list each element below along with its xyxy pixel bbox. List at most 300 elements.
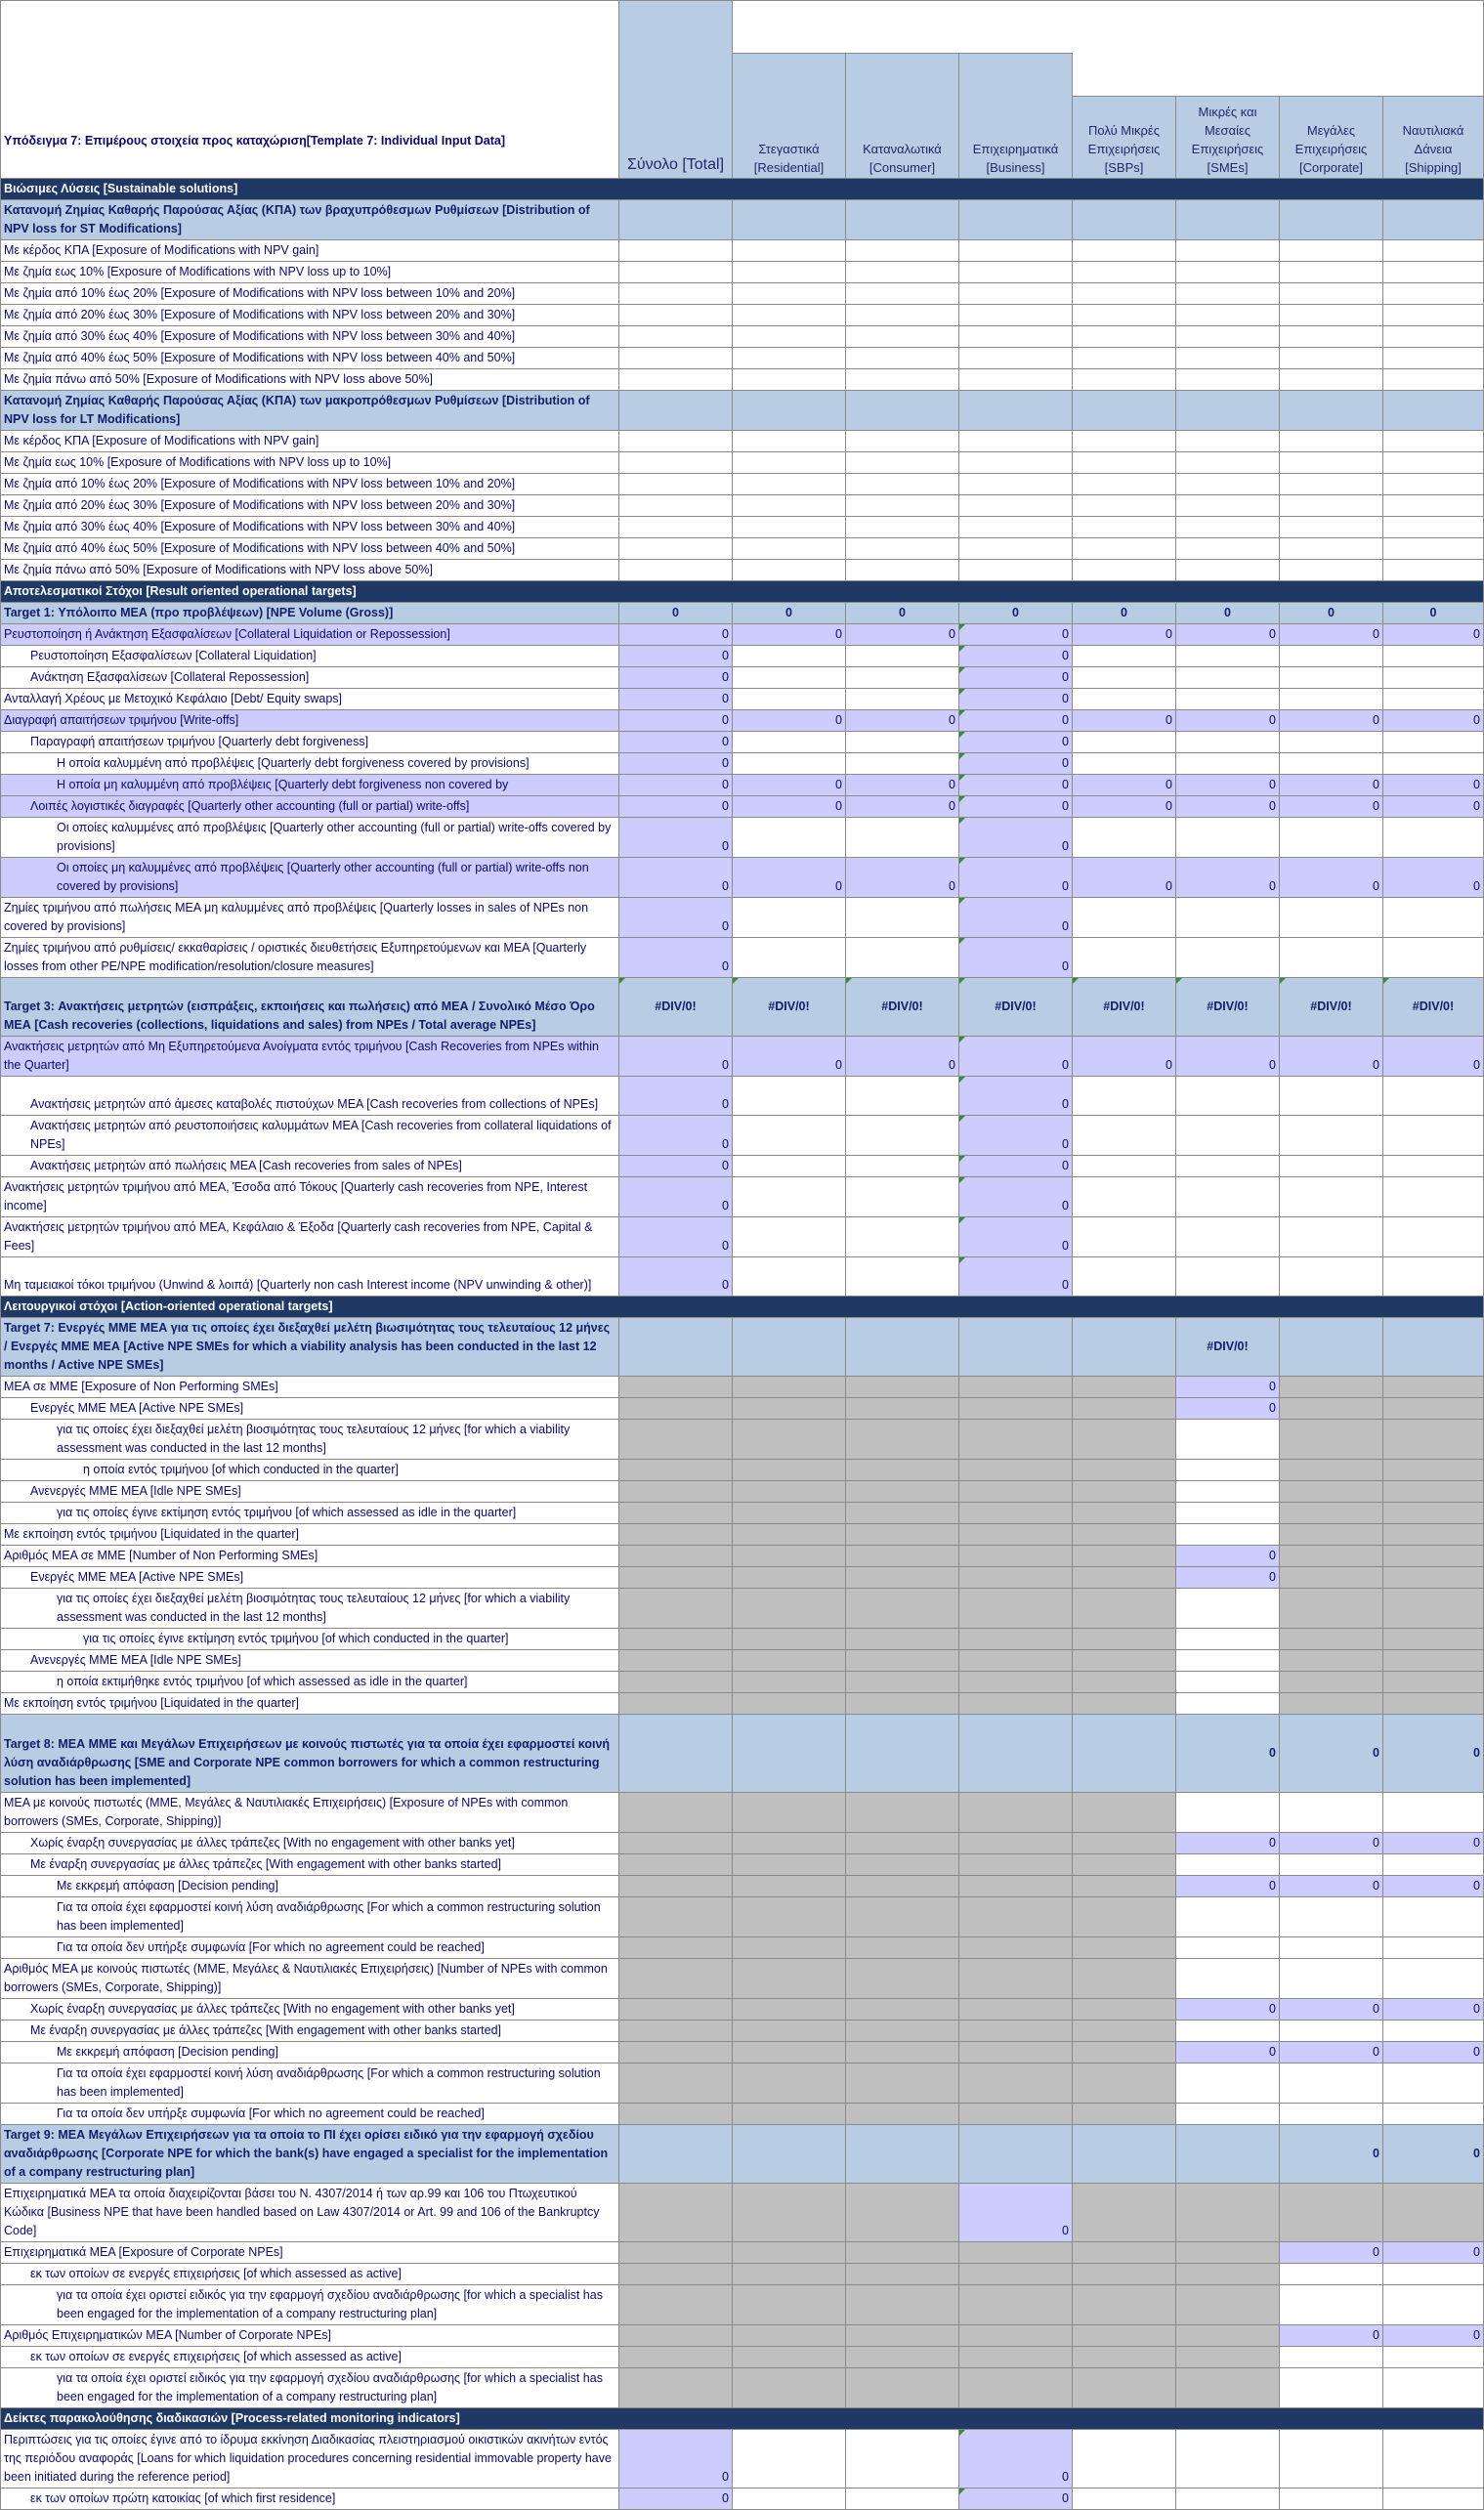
value-cell[interactable]: 0 bbox=[959, 1177, 1073, 1217]
input-cell[interactable] bbox=[1280, 1257, 1383, 1297]
value-cell[interactable]: 0 bbox=[1073, 710, 1176, 732]
input-cell[interactable] bbox=[959, 200, 1073, 240]
input-cell[interactable] bbox=[1073, 2430, 1176, 2489]
input-cell[interactable] bbox=[1176, 689, 1280, 710]
input-cell[interactable] bbox=[959, 391, 1073, 431]
input-cell[interactable] bbox=[1176, 431, 1280, 452]
value-cell[interactable]: 0 bbox=[959, 1156, 1073, 1177]
input-cell[interactable] bbox=[846, 667, 959, 689]
input-cell[interactable] bbox=[1280, 391, 1383, 431]
value-cell[interactable]: 0 bbox=[959, 858, 1073, 898]
input-cell[interactable] bbox=[1383, 1177, 1484, 1217]
input-cell[interactable] bbox=[1383, 2368, 1484, 2408]
input-cell[interactable] bbox=[1176, 1793, 1280, 1833]
input-cell[interactable] bbox=[1176, 1693, 1280, 1715]
input-cell[interactable] bbox=[1073, 1217, 1176, 1257]
input-cell[interactable] bbox=[1073, 560, 1176, 581]
input-cell[interactable] bbox=[1176, 732, 1280, 753]
value-cell[interactable]: 0 bbox=[846, 710, 959, 732]
input-cell[interactable] bbox=[846, 689, 959, 710]
input-cell[interactable] bbox=[619, 348, 733, 369]
value-cell[interactable]: 0 bbox=[619, 1217, 733, 1257]
input-cell[interactable] bbox=[1280, 689, 1383, 710]
input-cell[interactable] bbox=[1383, 200, 1484, 240]
input-cell[interactable] bbox=[1280, 753, 1383, 775]
input-cell[interactable] bbox=[1073, 326, 1176, 348]
value-cell[interactable]: 0 bbox=[959, 1077, 1073, 1116]
input-cell[interactable] bbox=[846, 431, 959, 452]
input-cell[interactable] bbox=[959, 431, 1073, 452]
input-cell[interactable] bbox=[1176, 560, 1280, 581]
input-cell[interactable] bbox=[1073, 818, 1176, 858]
input-cell[interactable] bbox=[733, 452, 846, 474]
input-cell[interactable] bbox=[959, 348, 1073, 369]
input-cell[interactable] bbox=[1073, 667, 1176, 689]
value-cell[interactable]: 0 bbox=[1280, 2325, 1383, 2347]
input-cell[interactable] bbox=[1383, 689, 1484, 710]
input-cell[interactable] bbox=[733, 818, 846, 858]
value-cell[interactable]: 0 bbox=[619, 858, 733, 898]
input-cell[interactable] bbox=[1280, 938, 1383, 978]
input-cell[interactable] bbox=[1176, 240, 1280, 262]
input-cell[interactable] bbox=[846, 2489, 959, 2510]
input-cell[interactable] bbox=[619, 431, 733, 452]
value-cell[interactable]: 0 bbox=[959, 796, 1073, 818]
value-cell[interactable]: 0 bbox=[1280, 796, 1383, 818]
value-cell[interactable]: 0 bbox=[733, 796, 846, 818]
input-cell[interactable] bbox=[846, 283, 959, 305]
input-cell[interactable] bbox=[959, 326, 1073, 348]
input-cell[interactable] bbox=[733, 1116, 846, 1156]
value-cell[interactable]: 0 bbox=[619, 1037, 733, 1077]
value-cell[interactable]: 0 bbox=[733, 624, 846, 646]
value-cell[interactable]: 0 bbox=[959, 775, 1073, 796]
value-cell[interactable]: 0 bbox=[619, 1257, 733, 1297]
input-cell[interactable] bbox=[1176, 1217, 1280, 1257]
input-cell[interactable] bbox=[1073, 1116, 1176, 1156]
input-cell[interactable] bbox=[1176, 1524, 1280, 1546]
value-cell[interactable]: 0 bbox=[846, 858, 959, 898]
value-cell[interactable]: 0 bbox=[1176, 1876, 1280, 1897]
input-cell[interactable] bbox=[1176, 262, 1280, 283]
value-cell[interactable]: 0 bbox=[1383, 796, 1484, 818]
input-cell[interactable] bbox=[1176, 1481, 1280, 1503]
input-cell[interactable] bbox=[1280, 1959, 1383, 1999]
input-cell[interactable] bbox=[846, 1217, 959, 1257]
input-cell[interactable] bbox=[846, 1156, 959, 1177]
value-cell[interactable]: 0 bbox=[1280, 1833, 1383, 1854]
input-cell[interactable] bbox=[1280, 431, 1383, 452]
input-cell[interactable] bbox=[1280, 1854, 1383, 1876]
input-cell[interactable] bbox=[959, 452, 1073, 474]
input-cell[interactable] bbox=[846, 200, 959, 240]
value-cell[interactable]: 0 bbox=[959, 1037, 1073, 1077]
value-cell[interactable]: 0 bbox=[959, 646, 1073, 667]
input-cell[interactable] bbox=[1176, 391, 1280, 431]
input-cell[interactable] bbox=[1073, 2489, 1176, 2510]
input-cell[interactable] bbox=[1280, 560, 1383, 581]
input-cell[interactable] bbox=[1176, 818, 1280, 858]
input-cell[interactable] bbox=[619, 560, 733, 581]
input-cell[interactable] bbox=[1176, 474, 1280, 495]
input-cell[interactable] bbox=[1176, 1650, 1280, 1672]
input-cell[interactable] bbox=[1176, 1959, 1280, 1999]
value-cell[interactable]: 0 bbox=[1383, 1833, 1484, 1854]
input-cell[interactable] bbox=[1073, 938, 1176, 978]
value-cell[interactable]: 0 bbox=[846, 775, 959, 796]
input-cell[interactable] bbox=[1280, 1217, 1383, 1257]
value-cell[interactable]: 0 bbox=[1383, 1876, 1484, 1897]
input-cell[interactable] bbox=[1073, 732, 1176, 753]
value-cell[interactable]: 0 bbox=[619, 938, 733, 978]
input-cell[interactable] bbox=[1073, 348, 1176, 369]
input-cell[interactable] bbox=[1383, 369, 1484, 391]
input-cell[interactable] bbox=[619, 369, 733, 391]
input-cell[interactable] bbox=[1280, 283, 1383, 305]
value-cell[interactable]: 0 bbox=[619, 775, 733, 796]
input-cell[interactable] bbox=[1383, 431, 1484, 452]
input-cell[interactable] bbox=[1383, 1156, 1484, 1177]
input-cell[interactable] bbox=[1383, 818, 1484, 858]
input-cell[interactable] bbox=[1280, 898, 1383, 938]
input-cell[interactable] bbox=[619, 283, 733, 305]
input-cell[interactable] bbox=[1280, 474, 1383, 495]
input-cell[interactable] bbox=[1176, 1177, 1280, 1217]
input-cell[interactable] bbox=[1176, 1854, 1280, 1876]
value-cell[interactable]: 0 bbox=[619, 1177, 733, 1217]
input-cell[interactable] bbox=[1176, 369, 1280, 391]
input-cell[interactable] bbox=[1073, 1257, 1176, 1297]
value-cell[interactable]: 0 bbox=[1280, 2242, 1383, 2264]
value-cell[interactable]: 0 bbox=[733, 1037, 846, 1077]
input-cell[interactable] bbox=[1383, 732, 1484, 753]
input-cell[interactable] bbox=[959, 517, 1073, 538]
input-cell[interactable] bbox=[619, 474, 733, 495]
input-cell[interactable] bbox=[1383, 326, 1484, 348]
input-cell[interactable] bbox=[1383, 2264, 1484, 2285]
input-cell[interactable] bbox=[1280, 1116, 1383, 1156]
input-cell[interactable] bbox=[1383, 495, 1484, 517]
value-cell[interactable]: 0 bbox=[959, 710, 1073, 732]
input-cell[interactable] bbox=[1176, 538, 1280, 560]
input-cell[interactable] bbox=[1383, 1257, 1484, 1297]
input-cell[interactable] bbox=[1176, 1629, 1280, 1650]
input-cell[interactable] bbox=[1073, 391, 1176, 431]
input-cell[interactable] bbox=[1280, 2347, 1383, 2368]
input-cell[interactable] bbox=[1280, 2430, 1383, 2489]
input-cell[interactable] bbox=[1383, 538, 1484, 560]
value-cell[interactable]: 0 bbox=[959, 689, 1073, 710]
value-cell[interactable]: 0 bbox=[1176, 1037, 1280, 1077]
input-cell[interactable] bbox=[733, 938, 846, 978]
input-cell[interactable] bbox=[846, 898, 959, 938]
input-cell[interactable] bbox=[619, 538, 733, 560]
input-cell[interactable] bbox=[1176, 2430, 1280, 2489]
input-cell[interactable] bbox=[846, 1077, 959, 1116]
input-cell[interactable] bbox=[1176, 898, 1280, 938]
input-cell[interactable] bbox=[1280, 2489, 1383, 2510]
value-cell[interactable]: 0 bbox=[1073, 775, 1176, 796]
input-cell[interactable] bbox=[733, 646, 846, 667]
input-cell[interactable] bbox=[1383, 517, 1484, 538]
input-cell[interactable] bbox=[619, 391, 733, 431]
value-cell[interactable]: 0 bbox=[1383, 2242, 1484, 2264]
input-cell[interactable] bbox=[1073, 646, 1176, 667]
input-cell[interactable] bbox=[1073, 240, 1176, 262]
value-cell[interactable]: 0 bbox=[846, 1037, 959, 1077]
input-cell[interactable] bbox=[1280, 1937, 1383, 1959]
value-cell[interactable]: 0 bbox=[1176, 2042, 1280, 2063]
input-cell[interactable] bbox=[1383, 1217, 1484, 1257]
input-cell[interactable] bbox=[846, 240, 959, 262]
input-cell[interactable] bbox=[1280, 667, 1383, 689]
input-cell[interactable] bbox=[1176, 1503, 1280, 1524]
value-cell[interactable]: 0 bbox=[1383, 775, 1484, 796]
input-cell[interactable] bbox=[1073, 898, 1176, 938]
input-cell[interactable] bbox=[1280, 369, 1383, 391]
input-cell[interactable] bbox=[1176, 1420, 1280, 1460]
input-cell[interactable] bbox=[846, 646, 959, 667]
input-cell[interactable] bbox=[959, 240, 1073, 262]
input-cell[interactable] bbox=[1280, 732, 1383, 753]
value-cell[interactable]: 0 bbox=[733, 710, 846, 732]
value-cell[interactable]: 0 bbox=[1176, 1833, 1280, 1854]
value-cell[interactable]: 0 bbox=[619, 2489, 733, 2510]
input-cell[interactable] bbox=[1280, 1897, 1383, 1937]
input-cell[interactable] bbox=[959, 305, 1073, 326]
input-cell[interactable] bbox=[959, 283, 1073, 305]
input-cell[interactable] bbox=[1383, 2104, 1484, 2125]
value-cell[interactable]: 0 bbox=[959, 2430, 1073, 2489]
input-cell[interactable] bbox=[1383, 474, 1484, 495]
input-cell[interactable] bbox=[1383, 2063, 1484, 2104]
input-cell[interactable] bbox=[1383, 283, 1484, 305]
input-cell[interactable] bbox=[1176, 1156, 1280, 1177]
value-cell[interactable]: 0 bbox=[619, 624, 733, 646]
input-cell[interactable] bbox=[733, 1217, 846, 1257]
value-cell[interactable]: 0 bbox=[1383, 2325, 1484, 2347]
input-cell[interactable] bbox=[846, 326, 959, 348]
input-cell[interactable] bbox=[1280, 2063, 1383, 2104]
value-cell[interactable]: 0 bbox=[619, 818, 733, 858]
value-cell[interactable]: 0 bbox=[1176, 624, 1280, 646]
input-cell[interactable] bbox=[733, 1156, 846, 1177]
input-cell[interactable] bbox=[846, 474, 959, 495]
value-cell[interactable]: 0 bbox=[1176, 1398, 1280, 1420]
input-cell[interactable] bbox=[846, 262, 959, 283]
value-cell[interactable]: 0 bbox=[1176, 775, 1280, 796]
value-cell[interactable]: 0 bbox=[1176, 1377, 1280, 1398]
input-cell[interactable] bbox=[959, 495, 1073, 517]
input-cell[interactable] bbox=[1383, 667, 1484, 689]
input-cell[interactable] bbox=[733, 262, 846, 283]
input-cell[interactable] bbox=[1280, 1177, 1383, 1217]
input-cell[interactable] bbox=[1073, 283, 1176, 305]
input-cell[interactable] bbox=[1176, 452, 1280, 474]
input-cell[interactable] bbox=[1176, 753, 1280, 775]
input-cell[interactable] bbox=[1073, 1156, 1176, 1177]
input-cell[interactable] bbox=[1176, 1672, 1280, 1693]
value-cell[interactable]: 0 bbox=[1280, 1876, 1383, 1897]
input-cell[interactable] bbox=[1280, 326, 1383, 348]
input-cell[interactable] bbox=[1383, 2489, 1484, 2510]
input-cell[interactable] bbox=[733, 898, 846, 938]
input-cell[interactable] bbox=[1176, 1589, 1280, 1629]
input-cell[interactable] bbox=[1176, 646, 1280, 667]
value-cell[interactable]: 0 bbox=[959, 1116, 1073, 1156]
input-cell[interactable] bbox=[1176, 348, 1280, 369]
value-cell[interactable]: 0 bbox=[1073, 796, 1176, 818]
value-cell[interactable]: 0 bbox=[1383, 710, 1484, 732]
input-cell[interactable] bbox=[846, 1116, 959, 1156]
value-cell[interactable]: 0 bbox=[619, 710, 733, 732]
value-cell[interactable]: 0 bbox=[1280, 710, 1383, 732]
value-cell[interactable]: 0 bbox=[959, 898, 1073, 938]
input-cell[interactable] bbox=[1176, 1897, 1280, 1937]
value-cell[interactable]: 0 bbox=[619, 796, 733, 818]
input-cell[interactable] bbox=[1280, 2368, 1383, 2408]
value-cell[interactable]: 0 bbox=[1176, 1567, 1280, 1589]
input-cell[interactable] bbox=[733, 538, 846, 560]
input-cell[interactable] bbox=[1383, 262, 1484, 283]
value-cell[interactable]: 0 bbox=[619, 646, 733, 667]
input-cell[interactable] bbox=[959, 538, 1073, 560]
input-cell[interactable] bbox=[1176, 2489, 1280, 2510]
input-cell[interactable] bbox=[1176, 517, 1280, 538]
input-cell[interactable] bbox=[1383, 2347, 1484, 2368]
value-cell[interactable]: 0 bbox=[1383, 1037, 1484, 1077]
input-cell[interactable] bbox=[733, 348, 846, 369]
input-cell[interactable] bbox=[959, 369, 1073, 391]
value-cell[interactable]: 0 bbox=[1383, 1999, 1484, 2021]
input-cell[interactable] bbox=[1280, 348, 1383, 369]
input-cell[interactable] bbox=[1073, 495, 1176, 517]
input-cell[interactable] bbox=[733, 1077, 846, 1116]
input-cell[interactable] bbox=[733, 495, 846, 517]
value-cell[interactable]: 0 bbox=[1176, 710, 1280, 732]
input-cell[interactable] bbox=[1176, 1460, 1280, 1481]
value-cell[interactable]: 0 bbox=[959, 2489, 1073, 2510]
value-cell[interactable]: 0 bbox=[1073, 624, 1176, 646]
input-cell[interactable] bbox=[1073, 305, 1176, 326]
value-cell[interactable]: 0 bbox=[733, 858, 846, 898]
input-cell[interactable] bbox=[1176, 283, 1280, 305]
value-cell[interactable]: 0 bbox=[619, 898, 733, 938]
value-cell[interactable]: 0 bbox=[959, 624, 1073, 646]
value-cell[interactable]: 0 bbox=[959, 2184, 1073, 2242]
input-cell[interactable] bbox=[1073, 517, 1176, 538]
input-cell[interactable] bbox=[1073, 689, 1176, 710]
input-cell[interactable] bbox=[1176, 326, 1280, 348]
input-cell[interactable] bbox=[1176, 1937, 1280, 1959]
value-cell[interactable]: 0 bbox=[733, 775, 846, 796]
input-cell[interactable] bbox=[1280, 240, 1383, 262]
input-cell[interactable] bbox=[1280, 452, 1383, 474]
input-cell[interactable] bbox=[619, 517, 733, 538]
input-cell[interactable] bbox=[1073, 262, 1176, 283]
input-cell[interactable] bbox=[1383, 646, 1484, 667]
input-cell[interactable] bbox=[1176, 200, 1280, 240]
input-cell[interactable] bbox=[1383, 1077, 1484, 1116]
input-cell[interactable] bbox=[733, 1177, 846, 1217]
input-cell[interactable] bbox=[619, 326, 733, 348]
input-cell[interactable] bbox=[1073, 1177, 1176, 1217]
input-cell[interactable] bbox=[846, 495, 959, 517]
input-cell[interactable] bbox=[1280, 538, 1383, 560]
value-cell[interactable]: 0 bbox=[1280, 624, 1383, 646]
input-cell[interactable] bbox=[846, 369, 959, 391]
input-cell[interactable] bbox=[1383, 1959, 1484, 1999]
input-cell[interactable] bbox=[733, 369, 846, 391]
input-cell[interactable] bbox=[846, 452, 959, 474]
input-cell[interactable] bbox=[1383, 391, 1484, 431]
input-cell[interactable] bbox=[733, 517, 846, 538]
input-cell[interactable] bbox=[846, 538, 959, 560]
value-cell[interactable]: 0 bbox=[959, 938, 1073, 978]
value-cell[interactable]: 0 bbox=[1280, 858, 1383, 898]
value-cell[interactable]: 0 bbox=[1176, 796, 1280, 818]
input-cell[interactable] bbox=[733, 283, 846, 305]
input-cell[interactable] bbox=[1280, 646, 1383, 667]
value-cell[interactable]: 0 bbox=[619, 753, 733, 775]
input-cell[interactable] bbox=[733, 689, 846, 710]
value-cell[interactable]: 0 bbox=[619, 2430, 733, 2489]
input-cell[interactable] bbox=[846, 732, 959, 753]
input-cell[interactable] bbox=[1176, 1116, 1280, 1156]
input-cell[interactable] bbox=[1383, 305, 1484, 326]
input-cell[interactable] bbox=[1176, 2021, 1280, 2042]
input-cell[interactable] bbox=[1280, 2104, 1383, 2125]
input-cell[interactable] bbox=[846, 2430, 959, 2489]
value-cell[interactable]: 0 bbox=[1280, 1037, 1383, 1077]
input-cell[interactable] bbox=[1280, 1793, 1383, 1833]
input-cell[interactable] bbox=[733, 305, 846, 326]
input-cell[interactable] bbox=[733, 391, 846, 431]
input-cell[interactable] bbox=[1383, 1854, 1484, 1876]
input-cell[interactable] bbox=[733, 1257, 846, 1297]
input-cell[interactable] bbox=[1280, 2285, 1383, 2325]
input-cell[interactable] bbox=[846, 818, 959, 858]
input-cell[interactable] bbox=[846, 560, 959, 581]
value-cell[interactable]: 0 bbox=[1383, 2042, 1484, 2063]
input-cell[interactable] bbox=[619, 262, 733, 283]
input-cell[interactable] bbox=[619, 452, 733, 474]
input-cell[interactable] bbox=[733, 240, 846, 262]
input-cell[interactable] bbox=[733, 200, 846, 240]
value-cell[interactable]: 0 bbox=[959, 1217, 1073, 1257]
input-cell[interactable] bbox=[959, 474, 1073, 495]
input-cell[interactable] bbox=[1176, 305, 1280, 326]
input-cell[interactable] bbox=[733, 753, 846, 775]
input-cell[interactable] bbox=[1280, 517, 1383, 538]
input-cell[interactable] bbox=[1383, 2285, 1484, 2325]
value-cell[interactable]: 0 bbox=[619, 1116, 733, 1156]
value-cell[interactable]: 0 bbox=[1383, 624, 1484, 646]
input-cell[interactable] bbox=[619, 200, 733, 240]
value-cell[interactable]: 0 bbox=[846, 796, 959, 818]
input-cell[interactable] bbox=[1073, 1077, 1176, 1116]
input-cell[interactable] bbox=[1280, 495, 1383, 517]
value-cell[interactable]: 0 bbox=[959, 667, 1073, 689]
input-cell[interactable] bbox=[1383, 452, 1484, 474]
value-cell[interactable]: 0 bbox=[959, 1257, 1073, 1297]
input-cell[interactable] bbox=[846, 305, 959, 326]
value-cell[interactable]: 0 bbox=[619, 667, 733, 689]
input-cell[interactable] bbox=[1073, 452, 1176, 474]
input-cell[interactable] bbox=[1073, 753, 1176, 775]
input-cell[interactable] bbox=[1383, 1937, 1484, 1959]
input-cell[interactable] bbox=[1280, 305, 1383, 326]
